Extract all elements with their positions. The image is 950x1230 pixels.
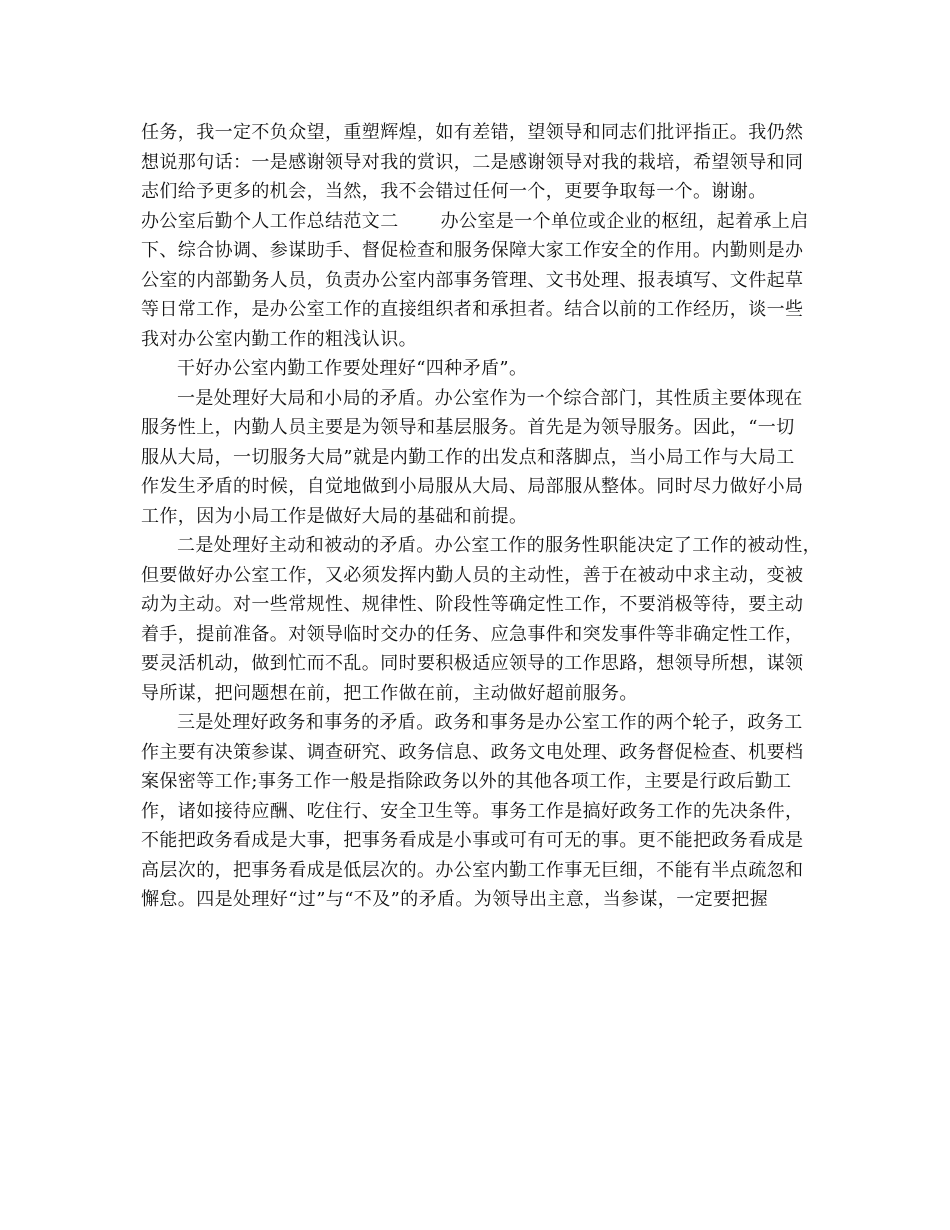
text-line: 作发生矛盾的时候，自觉地做到小局服从大局、局部服从整体。同时尽力做好小局 — [141, 476, 804, 497]
section-heading-line — [141, 207, 821, 237]
text-line: 案保密等工作;事务工作一般是指除政务以外的其他各项工作，主要是行政后勤工 — [141, 771, 792, 792]
text-line: 但要做好办公室工作，又必须发挥内勤人员的主动性，善于在被动中求主动，变被 — [141, 564, 804, 586]
text-line: 作，诸如接待应酬、吃住行、安全卫生等。事务工作是搞好政务工作的先决条件， — [141, 800, 804, 822]
text-line: 不能把政务看成是大事，把事务看成是小事或可有可无的事。更不能把政务看成是 — [141, 830, 804, 851]
text-line: 公室的内部勤务人员，负责办公室内部事务管理、文书处理、报表填写、文件起草 — [141, 269, 804, 291]
text-line: 服从大局，一切服务大局”就是内勤工作的出发点和落脚点，当小局工作与大局工 — [141, 446, 795, 468]
text-line: 动为主动。对一些常规性、规律性、阶段性等确定性工作，不要消极等待，要主动 — [141, 594, 804, 615]
text-line: 想说那句话：一是感谢领导对我的赏识，二是感谢领导对我的栽培，希望领导和同 — [141, 151, 804, 173]
text-line: 服务性上，内勤人员主要是为领导和基层服务。首先是为领导服务。因此，“一切 — [141, 417, 795, 438]
text-line: 一是处理好大局和小局的矛盾。办公室作为一个综合部门，其性质主要体现在 — [177, 387, 803, 409]
text-line: 三是处理好政务和事务的矛盾。政务和事务是办公室工作的两个轮子，政务工 — [177, 712, 803, 733]
text-line: 办公室是一个单位或企业的枢纽，起着承上启 — [440, 210, 809, 232]
text-line: 懈怠。四是处理好“过”与“不及”的矛盾。为领导出主意，当参谋，一定要把握 — [141, 889, 769, 910]
document-page — [141, 118, 821, 915]
text-line: 志们给予更多的机会，当然，我不会错过任何一个，更要争取每一个。谢谢。 — [141, 181, 767, 202]
text-line: 干好办公室内勤工作要处理好“四种矛盾”。 — [177, 358, 528, 379]
text-line: 高层次的，把事务看成是低层次的。办公室内勤工作事无巨细，不能有半点疏忽和 — [141, 859, 804, 881]
text-line: 等日常工作，是办公室工作的直接组织者和承担者。结合以前的工作经历，谈一些 — [141, 299, 804, 320]
text-line: 导所谋，把问题想在前，把工作做在前，主动做好超前服务。 — [141, 682, 638, 704]
text-line: 工作，因为小局工作是做好大局的基础和前提。 — [141, 505, 528, 527]
text-line: 着手，提前准备。对领导临时交办的任务、应急事件和突发事件等非确定性工作， — [141, 623, 804, 645]
text-line: 下、综合协调、参谋助手、督促检查和服务保障大家工作安全的作用。内勤则是办 — [141, 240, 804, 261]
section-heading: 办公室后勤个人工作总结范文二 — [141, 210, 399, 232]
text-line: 任务，我一定不负众望，重塑辉煌，如有差错，望领导和同志们批评指正。我仍然 — [141, 122, 804, 143]
text-line: 二是处理好主动和被动的矛盾。办公室工作的服务性职能决定了工作的被动性， — [177, 535, 821, 556]
text-line: 作主要有决策参谋、调查研究、政务信息、政务文电处理、政务督促检查、机要档 — [141, 741, 804, 763]
text-line: 要灵活机动，做到忙而不乱。同时要积极适应领导的工作思路，想领导所想，谋领 — [141, 653, 804, 674]
text-line: 我对办公室内勤工作的粗浅认识。 — [141, 328, 417, 350]
